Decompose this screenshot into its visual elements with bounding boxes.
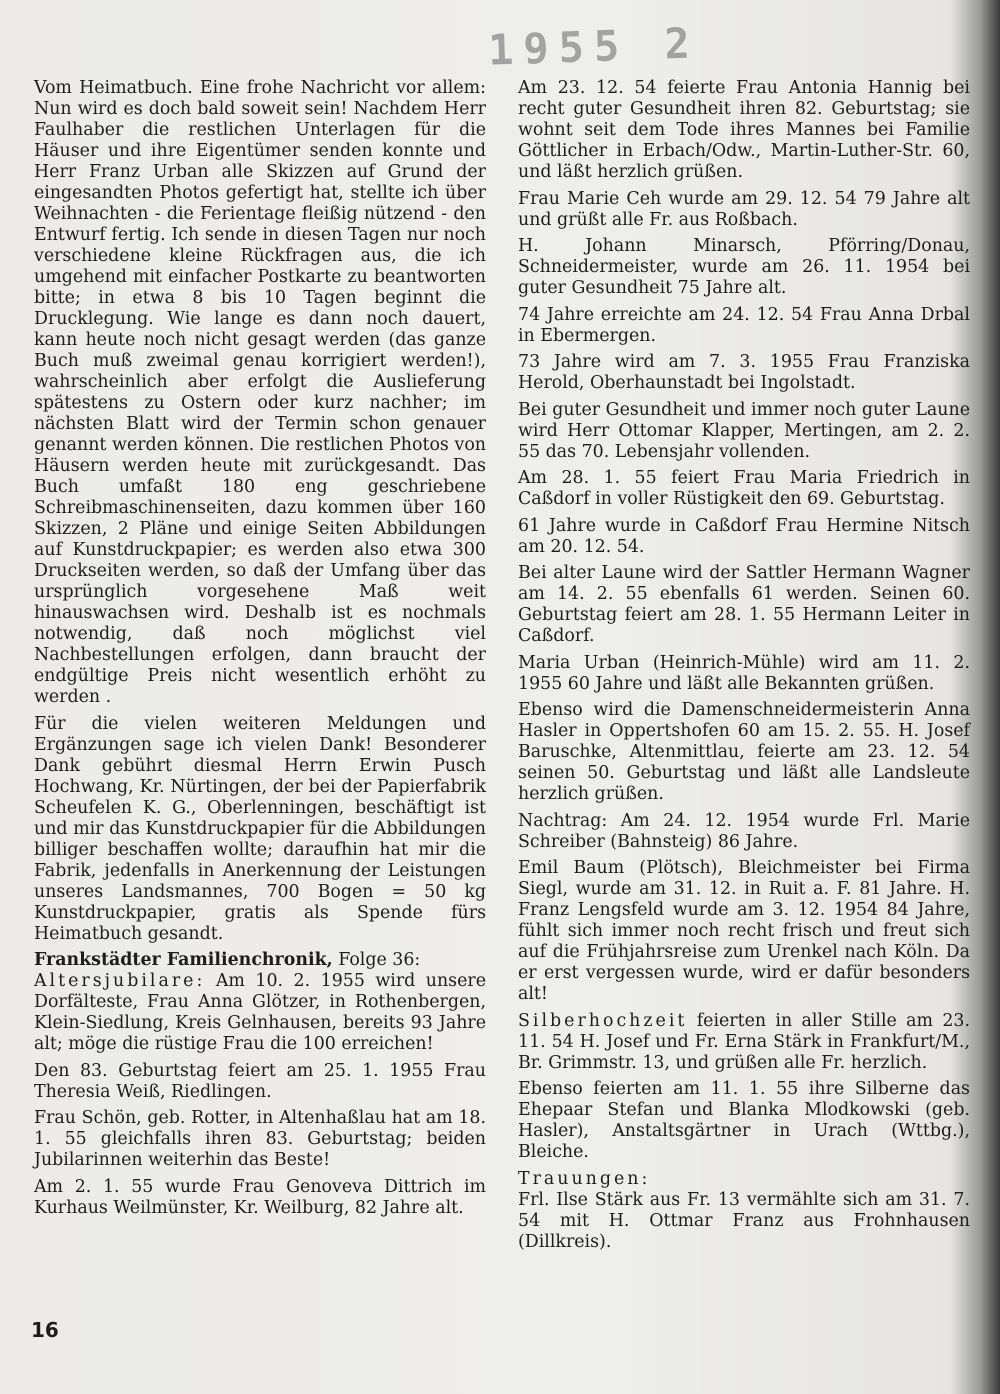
trauungen-paragraph [518, 1169, 970, 1253]
birthday-paragraph: Frau Schön, geb. Rotter, in Altenhaßlau hat am 18. 1. 55 gleichfalls ihren 83. Geburtstag; beiden Jubilarinnen weiterhin das Beste! [34, 1108, 486, 1170]
birthday-paragraph: Frau Marie Ceh wurde am 29. 12. 54 79 Jahre alt und grüßt alle Fr. aus Roßbach. [518, 188, 970, 230]
thanks-paragraph: Für die vielen weiteren Meldungen und Ergänzungen sage ich vielen Dank! Besonderer Dank gebührt diesmal Herrn Erwin Pusch Hochwang, Kr. Nürtingen, der bei der Papierfabrik Scheufelen K. G., Oberlenningen, beschäftigt ist und mir das Kunstdruckpapier für die Abbildungen billiger beschaffen wollte; daraufhin hat mir die Fabrik, jedenfalls in Anerkennung der Leistungen unseres Landsmannes, 700 Bogen = 50 kg Kunstdruckpapier, gratis als Spende fürs Heimatbuch gesandt. [34, 713, 486, 944]
birthday-paragraph: Ebenso wird die Damenschneidermeisterin Anna Hasler in Oppertshofen 60 am 15. 2. 55. H. Josef Baruschke, Altenmittlau, feierte am 23. 12. 54 seinen 50. Geburtstag und läßt alle Landsleute herzlich grüßen. [518, 700, 970, 804]
birthday-paragraph: Bei alter Laune wird der Sattler Hermann Wagner am 14. 2. 55 ebenfalls 61 werden. Seinen 60. Geburtstag feiert am 28. 1. 55 Hermann Leiter in Caßdorf. [518, 563, 970, 646]
silberhochzeit-text: feierten in aller Stille am 23. 11. 54 H. Josef und Fr. Erna Stärk in Frankfurt/M., Br. Grimmstr. 13, und grüßen alle Fr. herzlich. [518, 1010, 970, 1073]
birthday-paragraph: Am 28. 1. 55 feiert Frau Maria Friedrich in Caßdorf in voller Rüstigkeit den 69. Geburtstag. [518, 468, 970, 509]
jubilare-text: Am 10. 2. 1955 wird unsere Dorfälteste, Frau Anna Glötzer, in Rothenbergen, Klein-Siedlung, Kreis Gelnhausen, bereits 93 Jahre alt; möge die rüstige Frau die 100 erreichen! [34, 971, 486, 1054]
chronicle-heading: Frankstädter Familienchronik, [34, 950, 333, 970]
silberhochzeit-paragraph: Ebenso feierten am 11. 1. 55 ihre Silberne das Ehepaar Stefan und Blanka Mlodkowski (geb. Hasler), Anstaltsgärtner in Urach (Wttbg.), Bleiche. [518, 1079, 970, 1162]
trauungen-label: Trauungen: [518, 1168, 651, 1189]
birthday-paragraph: Am 2. 1. 55 wurde Frau Genoveva Dittrich im Kurhaus Weilmünster, Kr. Weilburg, 82 Jahre alt. [34, 1176, 486, 1218]
birthday-paragraph: Bei guter Gesundheit und immer noch guter Laune wird Herr Ottomar Klapper, Mertingen, am 2. 2. 55 das 70. Lebensjahr vollenden. [518, 399, 970, 462]
silberhochzeit-paragraph [518, 1011, 970, 1074]
left-column [34, 78, 486, 1224]
birthday-paragraph: Am 23. 12. 54 feierte Frau Antonia Hannig bei recht guter Gesundheit ihren 82. Geburtstag; sie wohnt seit dem Tode ihres Mannes bei Familie Göttlicher in Erbach/Odw., Martin-Luther-Str. 60, und läßt herzlich grüßen. [518, 78, 970, 182]
birthday-paragraph: 61 Jahre wurde in Caßdorf Frau Hermine Nitsch am 20. 12. 54. [518, 515, 970, 557]
nachtrag-paragraph: Nachtrag: Am 24. 12. 1954 wurde Frl. Marie Schreiber (Bahnsteig) 86 Jahre. [518, 810, 970, 852]
heimatbuch-paragraph: Vom Heimatbuch. Eine frohe Nachricht vor allem: Nun wird es doch bald soweit sein! Nachdem Herr Faulhaber die restlichen Unterlagen für die Häuser und ihre Eigentümer senden konnte und Herr Franz Urban alle Skizzen auf Grund der eingesandten Photos gefertigt hat, stellte ich über Weihnachten - die Ferientage fleißig nützend - den Entwurf fertig. Ich sende in diesen Tagen nur noch verschiedene kleine Rückfragen aus, die ich umgehend mit einfacher Postkarte zu beantworten bitte; in etwa 8 bis 10 Tagen beginnt die Drucklegung. Wie lange es dann noch dauert, kann heute noch nicht gesagt werden (das ganze Buch muß zweimal genau korrigiert werden!), wahrscheinlich aber erfolgt die Auslieferung spätestens zu Ostern oder kurz nachher; im nächsten Blatt wird der Termin schon genauer genannt werden können. Die restlichen Photos von Häusern werden heute mit zurückgesandt. Das Buch umfaßt 180 eng geschriebene Schreibmaschinenseiten, dazu kommen über 160 Skizzen, 2 Pläne und einige Seiten Abbildungen auf Kunstdruckpapier; es werden also etwa 300 Druckseiten werden, so daß der Umfang über das ursprünglich vorgesehene Maß weit hinauswachsen wird. Deshalb ist es nochmals notwendig, daß noch möglichst viel Nachbestellungen erfolgen, dann braucht der endgültige Preis nicht wesentlich erhöht zu werden . [34, 78, 486, 707]
altersjubilare-label: Altersjubilare: [34, 971, 206, 991]
birthday-paragraph: 74 Jahre erreichte am 24. 12. 54 Frau Anna Drbal in Ebermergen. [518, 304, 970, 346]
silberhochzeit-label: Silberhochzeit [518, 1010, 688, 1031]
birthday-paragraph: Maria Urban (Heinrich-Mühle) wird am 11. 2. 1955 60 Jahre und läßt alle Bekannten grüßen. [518, 652, 970, 694]
birthday-paragraph: Den 83. Geburtstag feiert am 25. 1. 1955 Frau Theresia Weiß, Riedlingen. [34, 1060, 486, 1102]
page-number: 16 [31, 1318, 59, 1342]
handwritten-annotation [487, 18, 700, 74]
right-column [518, 78, 970, 1258]
chronicle-paragraph [34, 950, 486, 1055]
birthday-paragraph: 73 Jahre wird am 7. 3. 1955 Frau Franziska Herold, Oberhaunstadt bei Ingolstadt. [518, 352, 970, 393]
handwritten-year: 1955 [487, 20, 630, 75]
birthday-paragraph: Emil Baum (Plötsch), Bleichmeister bei Firma Siegl, wurde am 31. 12. in Ruit a. F. 81 Jahre. H. Franz Lengsfeld wurde am 3. 12. 1954 84 Jahre, fühlt sich immer noch recht frisch und freut sich auf die Frühjahrsreise zum Urenkel nach Köln. Da er erst vergessen wurde, wird er dafür besonders alt! [518, 858, 970, 1004]
chronicle-part: Folge 36: [338, 950, 421, 970]
birthday-paragraph: H. Johann Minarsch, Pförring/Donau, Schneidermeister, wurde am 26. 11. 1954 bei guter Gesundheit 75 Jahre alt. [518, 236, 970, 298]
trauungen-text: Frl. Ilse Stärk aus Fr. 13 vermählte sich am 31. 7. 54 mit H. Ottmar Franz aus Frohnhausen (Dillkreis). [518, 1189, 970, 1252]
handwritten-number: 2 [663, 18, 701, 69]
